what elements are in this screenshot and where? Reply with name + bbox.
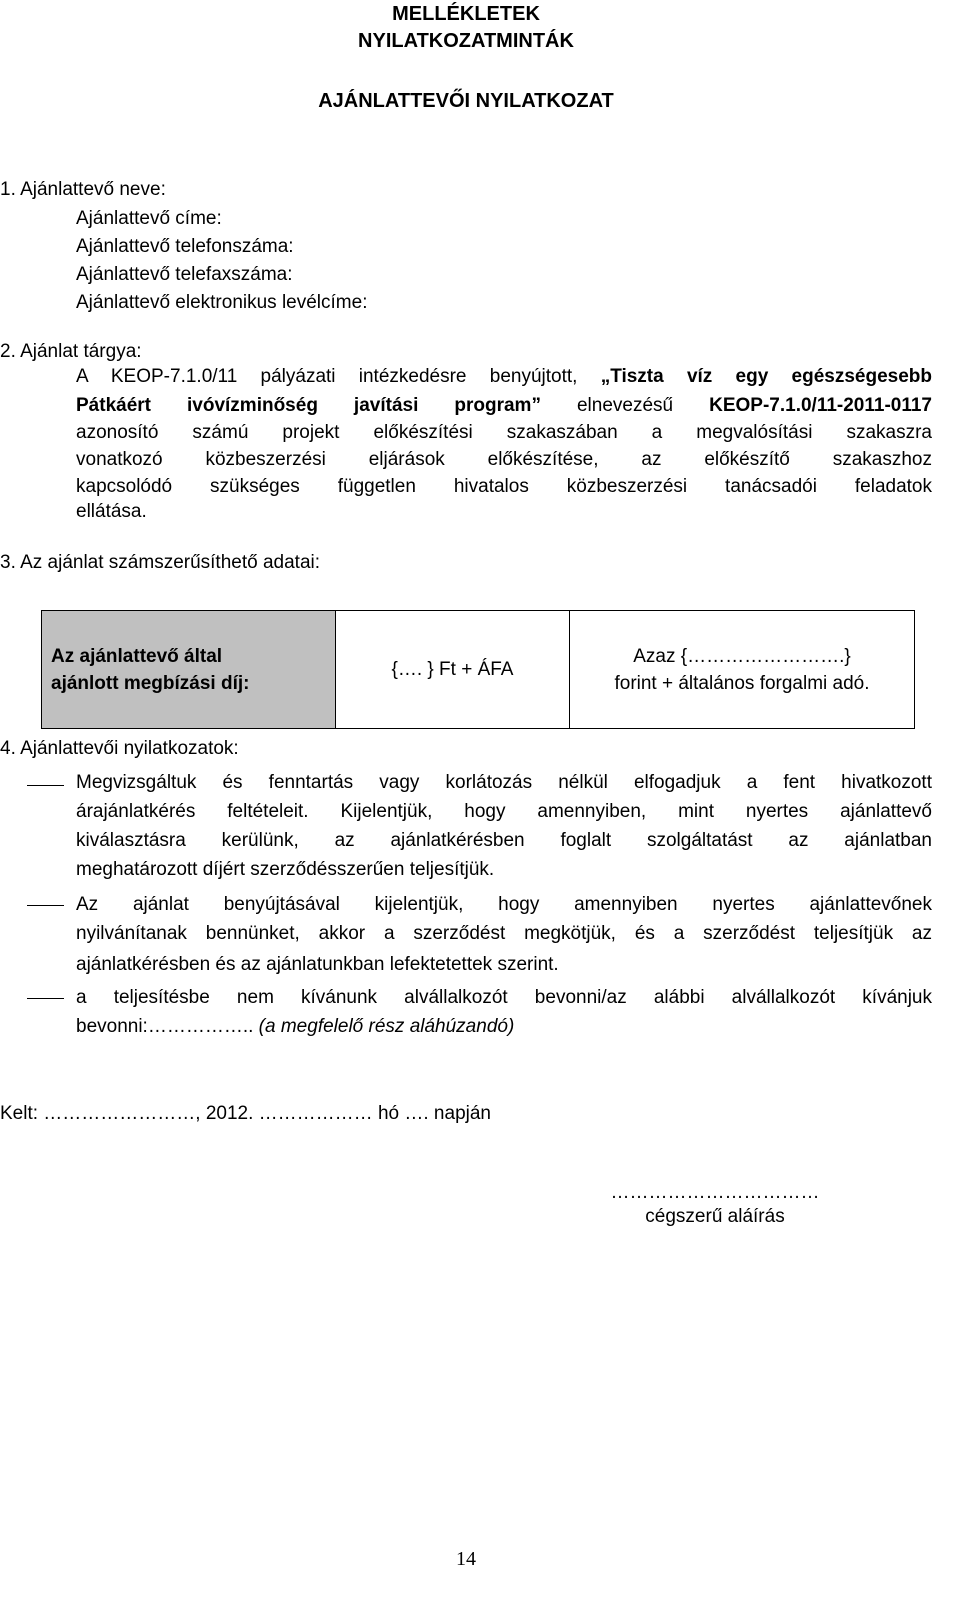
subject-line-1-bold: „Tiszta víz egy egészségesebb xyxy=(600,366,933,387)
statement-1-line-2: árajánlatkérés feltételeit. Kijelentjük, hogy amennyiben, mint nyertes ajánlattevő xyxy=(76,801,932,822)
form-title: AJÁNLATTEVŐI NYILATKOZAT xyxy=(318,90,614,112)
statement-2-line-1: Az ajánlat benyújtásával kijelentjük, hogy amennyiben nyertes ajánlattevőnek xyxy=(76,894,932,915)
bidder-fax-label: Ajánlattevő telefaxszáma: xyxy=(76,264,293,285)
statement-3-line-1: a teljesítésbe nem kívánunk alvállalkozót bevonni/az alábbi alvállalkozót kívánjuk xyxy=(76,987,932,1008)
fee-words-line2: forint + általános forgalmi adó. xyxy=(614,672,870,694)
subject-line-3: azonosító számú projekt előkészítési szakaszában a megvalósítási szakaszra xyxy=(76,422,932,443)
fee-label-line2: ajánlott megbízási díj: xyxy=(51,672,250,694)
statement-1-line-3: kiválasztásra kerülünk, az ajánlatkérésben foglalt szolgáltatást az ajánlatban xyxy=(76,830,932,851)
fee-words-cell xyxy=(570,611,915,729)
annex-title-line1: MELLÉKLETEK xyxy=(392,3,540,25)
date-line: Kelt: ……………………, 2012. ……………… hó …. napján xyxy=(0,1103,491,1124)
statement-1-line-1: Megvizsgáltuk és fenntartás vagy korlátozás nélkül elfogadjuk a fent hivatkozott xyxy=(76,772,932,793)
fee-words-line1: Azaz {…………………….} xyxy=(633,645,851,667)
statement-1-dash xyxy=(27,785,64,786)
signature-dots: …………………………… xyxy=(610,1182,820,1203)
subject-project-code: KEOP-7.1.0/11-2011-0117 xyxy=(709,395,932,416)
statement-2-dash xyxy=(27,905,64,906)
statement-3-dash xyxy=(27,998,64,999)
fee-label-cell xyxy=(42,611,336,729)
subject-heading: 2. Ajánlat tárgya: xyxy=(0,341,142,362)
bidder-email-label: Ajánlattevő elektronikus levélcíme: xyxy=(76,292,368,313)
subject-line-4: vonatkozó közbeszerzési eljárások előkészítése, az előkészítő szakaszhoz xyxy=(76,449,932,470)
subject-line-5: kapcsolódó szükséges független hivatalos közbeszerzési tanácsadói feladatok xyxy=(76,476,932,497)
quantifiable-data-heading: 3. Az ajánlat számszerűsíthető adatai: xyxy=(0,552,321,573)
bidder-phone-label: Ajánlattevő telefonszáma: xyxy=(76,236,294,257)
page-number: 14 xyxy=(456,1548,476,1570)
subject-line-1-plain: A KEOP-7.1.0/11 pályázati intézkedésre benyújtott, xyxy=(76,366,601,387)
statement-3-line-2 xyxy=(76,1016,514,1038)
statement-2-line-2: nyilvánítanak bennünket, akkor a szerződést megkötjük, és a szerződést teljesítjük az xyxy=(76,923,932,944)
subject-line-2 xyxy=(76,391,932,421)
fee-label-line1: Az ajánlattevő által xyxy=(51,645,223,667)
statements-heading: 4. Ajánlattevői nyilatkozatok: xyxy=(0,738,239,759)
bidder-address-label: Ajánlattevő címe: xyxy=(76,208,222,229)
annex-title xyxy=(0,1,932,55)
signature-label: cégszerű aláírás xyxy=(645,1206,785,1227)
subject-line-6: ellátása. xyxy=(76,501,147,522)
fee-table xyxy=(41,610,915,729)
statement-3-note: (a megfelelő rész aláhúzandó) xyxy=(253,1016,515,1037)
statement-3-bevonni: bevonni:…………….. xyxy=(76,1016,254,1037)
subject-line-2-bold: Pátkáért ivóvízminőség javítási program” xyxy=(76,395,541,416)
fee-amount: {…. } Ft + ÁFA xyxy=(391,659,514,680)
subject-line-2-plain: elnevezésű xyxy=(540,395,710,416)
subject-line-1 xyxy=(76,362,932,392)
bidder-name-label: 1. Ajánlattevő neve: xyxy=(0,179,166,200)
statement-1-line-4: meghatározott díjért szerződésszerűen teljesítjük. xyxy=(76,859,495,880)
fee-amount-cell xyxy=(336,611,570,729)
statement-2-line-3: ajánlatkérésben és az ajánlatunkban lefektetettek szerint. xyxy=(76,954,559,975)
signature-block xyxy=(560,1181,870,1229)
annex-title-line2: NYILATKOZATMINTÁK xyxy=(358,30,574,52)
